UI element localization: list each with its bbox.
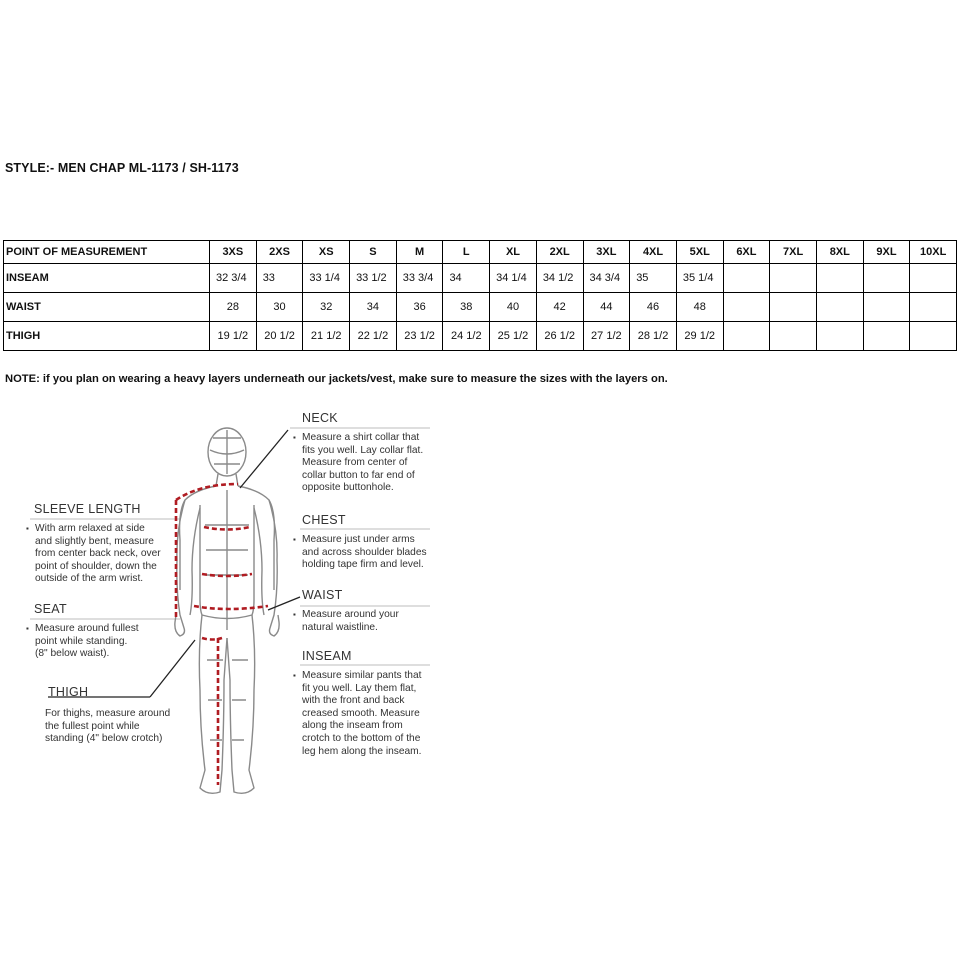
table-cell (816, 293, 863, 322)
style-title: STYLE:- MEN CHAP ML-1173 / SH-1173 (5, 161, 239, 175)
table-cell (723, 293, 770, 322)
table-cell (770, 264, 817, 293)
header-size-4xl: 4XL (630, 241, 677, 264)
header-size-3xl: 3XL (583, 241, 630, 264)
thigh-title: THIGH (48, 685, 89, 699)
table-cell (863, 264, 910, 293)
seat-description: ▪ Measure around fullest point while standing. (8" below waist). (35, 623, 139, 661)
table-cell (863, 322, 910, 351)
header-size-l: L (443, 241, 490, 264)
table-cell: 42 (536, 293, 583, 322)
table-cell: 35 (630, 264, 677, 293)
thigh-description: For thighs, measure around the fullest point while standing (4" below crotch) (45, 708, 171, 745)
header-size-2xs: 2XS (256, 241, 303, 264)
neck-description: ▪ Measure a shirt collar that fits you well. Lay collar flat. Measure from center of collar button to far end of opposite buttonhole. (302, 432, 423, 495)
waist-description: ▪ Measure around your natural waistline. (302, 609, 399, 634)
table-cell: 32 (303, 293, 350, 322)
table-cell: 34 1/2 (536, 264, 583, 293)
table-cell: 19 1/2 (210, 322, 257, 351)
human-figure (175, 428, 279, 793)
table-cell (770, 293, 817, 322)
table-cell: 28 1/2 (630, 322, 677, 351)
table-cell: 29 1/2 (676, 322, 723, 351)
table-cell: 23 1/2 (396, 322, 443, 351)
table-cell: 21 1/2 (303, 322, 350, 351)
table-cell: 20 1/2 (256, 322, 303, 351)
table-cell: 46 (630, 293, 677, 322)
table-cell: 33 1/2 (350, 264, 397, 293)
sleeve-length-title: SLEEVE LENGTH (34, 502, 141, 516)
table-cell (910, 264, 957, 293)
table-cell (816, 264, 863, 293)
table-cell: 34 (443, 264, 490, 293)
chest-title: CHEST (302, 513, 346, 527)
waist-title: WAIST (302, 588, 343, 602)
table-cell: 28 (210, 293, 257, 322)
table-cell (723, 264, 770, 293)
table-cell: 40 (490, 293, 537, 322)
table-cell: 44 (583, 293, 630, 322)
header-point-of-measurement: POINT OF MEASUREMENT (4, 241, 210, 264)
header-size-s: S (350, 241, 397, 264)
chest-description: ▪ Measure just under arms and across shoulder blades holding tape firm and level. (302, 534, 427, 572)
header-size-xl: XL (490, 241, 537, 264)
table-cell: 26 1/2 (536, 322, 583, 351)
table-cell: 24 1/2 (443, 322, 490, 351)
table-cell (770, 322, 817, 351)
table-cell: 33 3/4 (396, 264, 443, 293)
row-label: WAIST (4, 293, 210, 322)
size-chart-table (3, 240, 957, 351)
header-size-2xl: 2XL (536, 241, 583, 264)
header-size-6xl: 6XL (723, 241, 770, 264)
table-cell: 27 1/2 (583, 322, 630, 351)
header-row (4, 241, 957, 264)
row-label: INSEAM (4, 264, 210, 293)
table-cell: 35 1/4 (676, 264, 723, 293)
header-size-9xl: 9XL (863, 241, 910, 264)
header-size-m: M (396, 241, 443, 264)
header-size-8xl: 8XL (816, 241, 863, 264)
inseam-title: INSEAM (302, 649, 352, 663)
table-cell: 38 (443, 293, 490, 322)
table-row-thigh (4, 322, 957, 351)
table-cell: 30 (256, 293, 303, 322)
table-cell: 33 1/4 (303, 264, 350, 293)
table-row-waist (4, 293, 957, 322)
inseam-description: ▪ Measure similar pants that fit you well. Lay them flat, with the front and back creased smooth. Measure along the inseam from crotch to the bottom of the leg hem along the inseam. (302, 670, 422, 758)
sleeve-length-description: ▪ With arm relaxed at side and slightly bent, measure from center back neck, over point of shoulder, down the outside of the arm wrist. (35, 523, 161, 586)
table-cell: 34 1/4 (490, 264, 537, 293)
header-size-5xl: 5XL (676, 241, 723, 264)
table-body (4, 264, 957, 351)
header-size-10xl: 10XL (910, 241, 957, 264)
row-label: THIGH (4, 322, 210, 351)
layering-note: NOTE: if you plan on wearing a heavy layers underneath our jackets/vest, make sure to measure the sizes with the layers on. (5, 373, 668, 385)
header-size-7xl: 7XL (770, 241, 817, 264)
table-cell: 22 1/2 (350, 322, 397, 351)
table-cell (910, 322, 957, 351)
seat-title: SEAT (34, 602, 67, 616)
table-cell: 48 (676, 293, 723, 322)
table-cell (816, 322, 863, 351)
table-cell: 33 (256, 264, 303, 293)
header-size-xs: XS (303, 241, 350, 264)
table-cell: 34 3/4 (583, 264, 630, 293)
measurement-guide (0, 400, 440, 800)
table-cell (723, 322, 770, 351)
table-cell (910, 293, 957, 322)
header-size-3xs: 3XS (210, 241, 257, 264)
neck-title: NECK (302, 411, 338, 425)
table-cell: 36 (396, 293, 443, 322)
table-cell: 25 1/2 (490, 322, 537, 351)
table-cell (863, 293, 910, 322)
table-cell: 34 (350, 293, 397, 322)
table-row-inseam (4, 264, 957, 293)
table-cell: 32 3/4 (210, 264, 257, 293)
